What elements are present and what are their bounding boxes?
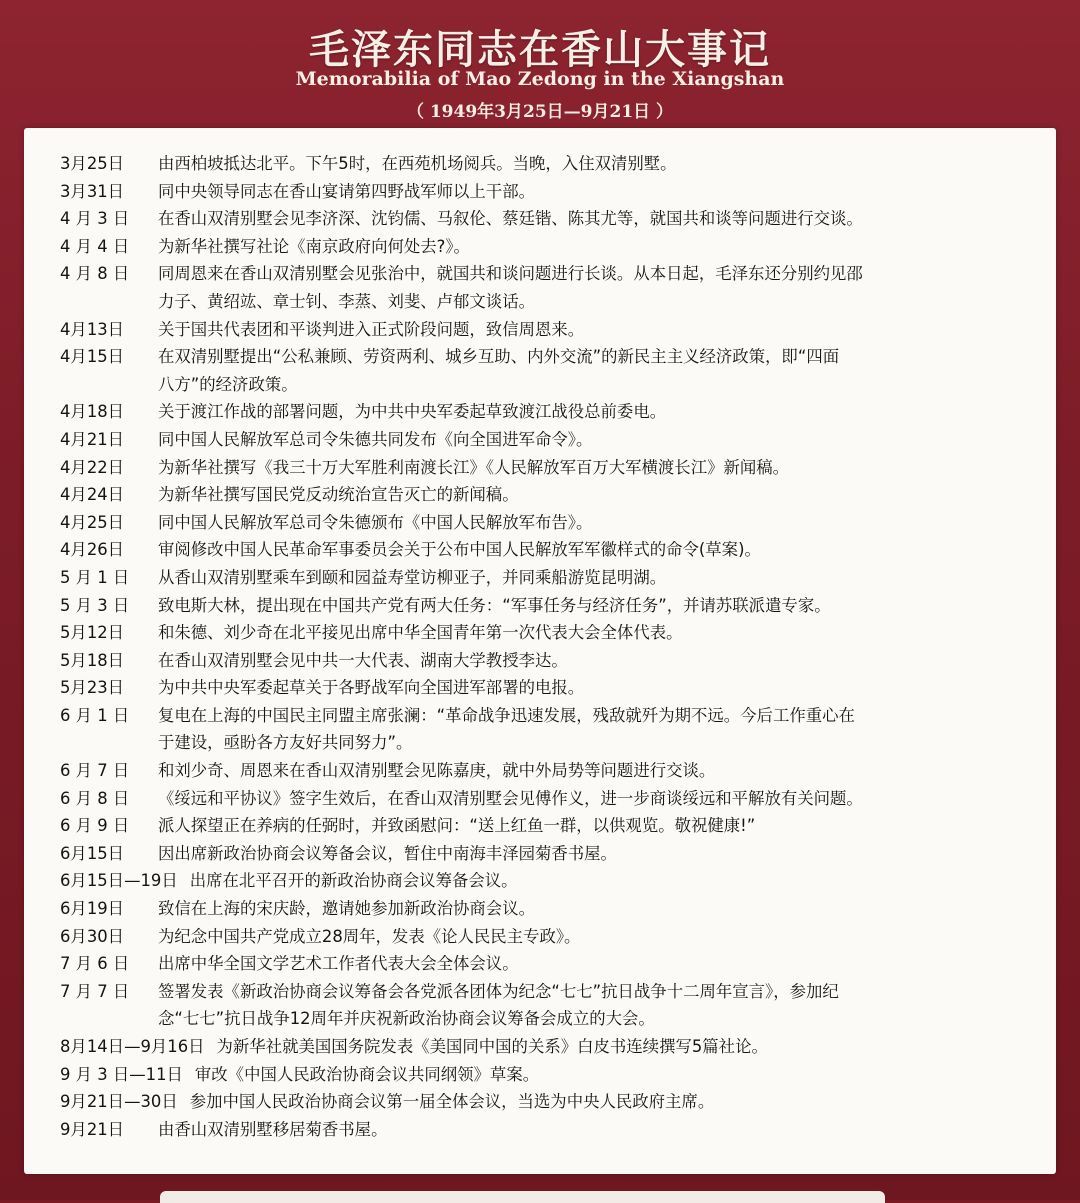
chronology-entry bbox=[60, 564, 1050, 592]
chronology-entry bbox=[60, 757, 1050, 785]
entry-text: 致电斯大林，提出现在中国共产党有两大任务：“军事任务与经济任务”，并请苏联派遣专家。 bbox=[158, 595, 831, 615]
entry-date: 6 月 7 日 bbox=[60, 761, 130, 781]
entry-date: 3月31日 bbox=[60, 181, 125, 201]
chronology-entry bbox=[60, 978, 1050, 1033]
chronology-entry bbox=[60, 785, 1050, 813]
entry-text: 致信在上海的宋庆龄，邀请她参加新政治协商会议。 bbox=[158, 899, 535, 919]
chronology-entry bbox=[60, 536, 1050, 564]
entry-text: 关于国共代表团和平谈判进入正式阶段问题，致信周恩来。 bbox=[158, 319, 585, 339]
entry-text: 因出席新政治协商会议筹备会议，暂住中南海丰泽园菊香书屋。 bbox=[158, 843, 617, 863]
chronology-entry bbox=[60, 867, 1050, 895]
chronology-entry bbox=[60, 840, 1050, 868]
entry-text: 同中国人民解放军总司令朱德颁布《中国人民解放军布告》。 bbox=[158, 512, 593, 532]
entry-date: 6 月 1 日 bbox=[60, 705, 130, 725]
entry-text: 为新华社撰写《我三十万大军胜利南渡长江》《人民解放军百万大军横渡长江》新闻稿。 bbox=[158, 457, 790, 477]
entry-date: 6月19日 bbox=[60, 899, 125, 919]
entry-text: 和朱德、刘少奇在北平接见出席中华全国青年第一次代表大会全体代表。 bbox=[158, 623, 683, 643]
entry-text: 为新华社撰写国民党反动统治宣告灭亡的新闻稿。 bbox=[158, 485, 519, 505]
entry-text: 和刘少奇、周恩来在香山双清别墅会见陈嘉庚，就中外局势等问题进行交谈。 bbox=[158, 761, 716, 781]
entry-date: 9 月 3 日—11日 bbox=[60, 1064, 183, 1084]
chronology-entry bbox=[60, 233, 1050, 261]
entry-date: 4月13日 bbox=[60, 319, 125, 339]
chronology-panel bbox=[24, 128, 1056, 1174]
entry-date: 5 月 1 日 bbox=[60, 567, 130, 587]
entry-text: 为新华社就美国国务院发表《美国同中国的关系》白皮书连续撰写5篇社论。 bbox=[216, 1037, 768, 1056]
entry-text: 力子、黄绍竑、章士钊、李蒸、刘斐、卢郁文谈话。 bbox=[158, 291, 535, 311]
bottom-frame bbox=[160, 1191, 885, 1203]
entry-text: 审改《中国人民政治协商会议共同纲领》草案。 bbox=[194, 1064, 540, 1084]
chronology-entry bbox=[60, 398, 1050, 426]
entry-date: 4月22日 bbox=[60, 457, 125, 477]
entry-text: 为纪念中国共产党成立28周年，发表《论人民民主专政》。 bbox=[158, 926, 581, 946]
entry-date: 4 月 3 日 bbox=[60, 209, 130, 229]
chronology-entry bbox=[60, 895, 1050, 923]
entry-text: 为中共中央军委起草关于各野战军向全国进军部署的电报。 bbox=[158, 678, 585, 698]
chronology-entry bbox=[60, 178, 1050, 206]
entry-text: 在香山双清别墅会见中共一大代表、湖南大学教授李达。 bbox=[158, 650, 568, 670]
entry-date: 4月21日 bbox=[60, 429, 125, 449]
entry-date: 6月30日 bbox=[60, 926, 125, 946]
entry-text: 审阅修改中国人民革命军事委员会关于公布中国人民解放军军徽样式的命令(草案)。 bbox=[158, 540, 761, 560]
chronology-list bbox=[60, 150, 1050, 1143]
entry-text: 同周恩来在香山双清别墅会见张治中，就国共和谈问题进行长谈。从本日起，毛泽东还分别约见邵 bbox=[158, 264, 863, 284]
chronology-entry bbox=[60, 619, 1050, 647]
chronology-entry bbox=[60, 592, 1050, 620]
chronology-entry bbox=[60, 150, 1050, 178]
chronology-entry bbox=[60, 674, 1050, 702]
chronology-entry bbox=[60, 509, 1050, 537]
entry-date: 6月15日 bbox=[60, 843, 125, 863]
board-header bbox=[0, 0, 1080, 128]
chronology-entry bbox=[60, 812, 1050, 840]
entry-text: 为新华社撰写社论《南京政府向何处去?》。 bbox=[158, 236, 470, 256]
entry-text: 同中国人民解放军总司令朱德共同发布《向全国进军命令》。 bbox=[158, 429, 593, 449]
entry-date: 4月15日 bbox=[60, 347, 125, 367]
chronology-entry bbox=[60, 316, 1050, 344]
entry-date: 4月25日 bbox=[60, 512, 125, 532]
entry-date: 4月18日 bbox=[60, 402, 125, 422]
entry-text: 从香山双清别墅乘车到颐和园益寿堂访柳亚子，并同乘船游览昆明湖。 bbox=[158, 567, 667, 587]
chronology-entry bbox=[60, 1116, 1050, 1144]
title-chinese: 毛泽东同志在香山大事记 bbox=[309, 26, 771, 73]
chronology-entry bbox=[60, 647, 1050, 675]
chronology-entry bbox=[60, 702, 1050, 757]
entry-date: 4 月 4 日 bbox=[60, 236, 130, 256]
chronology-entry bbox=[60, 1088, 1050, 1116]
entry-date: 5月23日 bbox=[60, 678, 125, 698]
chronology-entry bbox=[60, 426, 1050, 454]
entry-date: 5 月 3 日 bbox=[60, 595, 130, 615]
entry-text: 派人探望正在养病的任弼时，并致函慰问：“送上红鱼一群，以供观览。敬祝健康!” bbox=[158, 816, 756, 836]
entry-text: 签署发表《新政治协商会议筹备会各党派各团体为纪念“七七”抗日战争十二周年宣言》，参加纪 bbox=[158, 981, 839, 1001]
date-range: （ 1949年3月25日—9月21日 ） bbox=[406, 102, 674, 122]
chronology-entry bbox=[60, 1033, 1050, 1061]
entry-text: 参加中国人民政治协商会议第一届全体会议，当选为中央人民政府主席。 bbox=[189, 1092, 715, 1112]
entry-text: 在香山双清别墅会见李济深、沈钧儒、马叙伦、蔡廷锴、陈其尤等，就国共和谈等问题进行交谈。 bbox=[158, 209, 863, 229]
entry-text: 出席中华全国文学艺术工作者代表大会全体会议。 bbox=[158, 954, 519, 974]
entry-date: 6月15日—19日 bbox=[60, 871, 178, 891]
entry-date: 9月21日—30日 bbox=[60, 1092, 178, 1112]
entry-text: 复电在上海的中国民主同盟主席张澜：“革命战争迅速发展，残敌就歼为期不远。今后工作重心在 bbox=[158, 705, 855, 725]
entry-date: 6 月 8 日 bbox=[60, 788, 130, 808]
entry-text: 念“七七”抗日战争12周年并庆祝新政治协商会议筹备会成立的大会。 bbox=[158, 1009, 655, 1029]
entry-text: 《绥远和平协议》签字生效后，在香山双清别墅会见傅作义，进一步商谈绥远和平解放有关问题。 bbox=[158, 788, 863, 808]
entry-date: 6 月 9 日 bbox=[60, 816, 130, 836]
entry-date: 5月12日 bbox=[60, 623, 125, 643]
entry-text: 关于渡江作战的部署问题，为中共中央军委起草致渡江战役总前委电。 bbox=[158, 402, 667, 422]
entry-date: 5月18日 bbox=[60, 650, 125, 670]
entry-date: 3月25日 bbox=[60, 154, 125, 173]
entry-date: 4 月 8 日 bbox=[60, 264, 130, 284]
chronology-entry bbox=[60, 205, 1050, 233]
chronology-entry bbox=[60, 923, 1050, 951]
entry-date: 7 月 6 日 bbox=[60, 954, 130, 974]
entry-date: 4月26日 bbox=[60, 540, 125, 560]
entry-text: 同中央领导同志在香山宴请第四野战军师以上干部。 bbox=[158, 181, 535, 201]
chronology-entry bbox=[60, 343, 1050, 398]
entry-date: 9月21日 bbox=[60, 1119, 125, 1139]
chronology-entry bbox=[60, 454, 1050, 482]
entry-text: 出席在北平召开的新政治协商会议筹备会议。 bbox=[189, 871, 518, 891]
title-english: Memorabilia of Mao Zedong in the Xiangshan bbox=[295, 68, 785, 90]
chronology-entry bbox=[60, 481, 1050, 509]
entry-date: 7 月 7 日 bbox=[60, 981, 130, 1001]
entry-date: 8月14日—9月16日 bbox=[60, 1037, 205, 1056]
chronology-entry bbox=[60, 260, 1050, 315]
entry-text: 由西柏坡抵达北平。下午5时，在西苑机场阅兵。当晚，入住双清别墅。 bbox=[158, 154, 677, 173]
entry-text: 八方”的经济政策。 bbox=[158, 374, 298, 394]
entry-text: 由香山双清别墅移居菊香书屋。 bbox=[158, 1119, 388, 1139]
entry-text: 于建设，亟盼各方友好共同努力”。 bbox=[158, 733, 413, 753]
entry-date: 4月24日 bbox=[60, 485, 125, 505]
chronology-entry bbox=[60, 950, 1050, 978]
entry-text: 在双清别墅提出“公私兼顾、劳资两利、城乡互助、内外交流”的新民主主义经济政策，即“四面 bbox=[158, 347, 840, 367]
chronology-entry bbox=[60, 1061, 1050, 1089]
